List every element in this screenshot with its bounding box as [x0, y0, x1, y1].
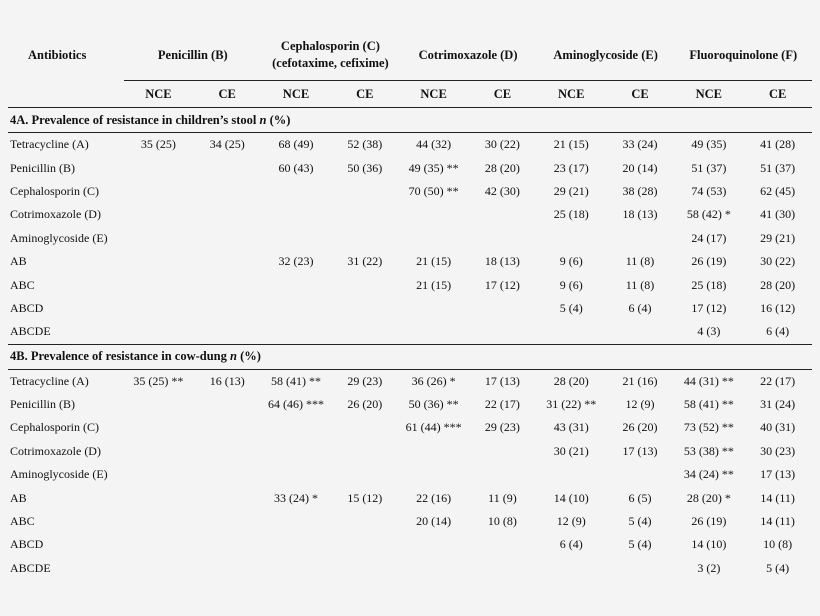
table-cell — [262, 203, 331, 226]
table-cell — [468, 297, 537, 320]
table-cell: 22 (17) — [484, 397, 520, 412]
table-cell: 30 (23) — [760, 443, 796, 458]
table-cell: 49 (35) ** — [408, 160, 459, 175]
table-cell: 42 (30) — [484, 183, 520, 198]
subheader-cell: NCE — [124, 81, 193, 108]
section-b-title-row — [8, 344, 812, 369]
table-cell — [193, 463, 262, 486]
table-cell: 18 (13) — [622, 207, 658, 222]
table-cell — [193, 203, 262, 226]
table-cell — [193, 297, 262, 320]
table-cell — [468, 203, 537, 226]
table-cell — [537, 320, 606, 344]
table-cell: 26 (20) — [622, 420, 658, 435]
table-cell: 38 (28) — [622, 183, 658, 198]
table-cell — [124, 203, 193, 226]
table-cell — [330, 180, 399, 203]
table-cell: 33 (24) * — [274, 490, 318, 505]
table-cell: 17 (13) — [484, 373, 520, 388]
table-cell — [330, 297, 399, 320]
table-cell: 30 (22) — [760, 254, 796, 269]
resistance-table — [8, 30, 812, 580]
table-cell: 26 (19) — [691, 254, 727, 269]
table-cell: 49 (35) — [691, 137, 727, 152]
table-cell — [262, 416, 331, 439]
table-cell — [124, 440, 193, 463]
table-cell — [124, 180, 193, 203]
table-cell: 61 (44) *** — [405, 420, 462, 435]
table-cell: 6 (5) — [628, 490, 652, 505]
table-cell: 11 (8) — [625, 277, 655, 292]
table-cell: 9 (6) — [559, 277, 583, 292]
group-header-fluoroquinolone: Fluoroquinolone (F) — [674, 30, 812, 81]
table-cell: 52 (38) — [347, 137, 383, 152]
table-row — [8, 273, 812, 296]
table-cell: 21 (15) — [553, 137, 589, 152]
table-cell: 70 (50) ** — [408, 183, 459, 198]
table-cell — [468, 463, 537, 486]
table-cell: 29 (23) — [484, 420, 520, 435]
table-cell: 34 (25) — [209, 137, 245, 152]
table-cell: 41 (28) — [760, 137, 796, 152]
table-cell — [330, 510, 399, 533]
table-row — [8, 369, 812, 393]
table-cell: 23 (17) — [553, 160, 589, 175]
table-cell: 21 (15) — [416, 254, 452, 269]
table-cell — [399, 533, 468, 556]
row-label: Penicillin (B) — [10, 397, 75, 412]
table-cell — [124, 486, 193, 509]
subheader-cell: CE — [468, 81, 537, 108]
table-cell: 74 (53) — [691, 183, 727, 198]
row-label: ABC — [10, 277, 35, 292]
table-cell — [262, 510, 331, 533]
subheader-cell: CE — [193, 81, 262, 108]
subheader-cell: NCE — [674, 81, 743, 108]
table-cell — [262, 440, 331, 463]
table-cell — [124, 250, 193, 273]
table-cell — [330, 463, 399, 486]
table-row — [8, 463, 812, 486]
table-cell: 29 (21) — [553, 183, 589, 198]
table-cell: 28 (20) — [484, 160, 520, 175]
table-cell — [399, 463, 468, 486]
table-cell — [262, 463, 331, 486]
table-cell: 60 (43) — [278, 160, 314, 175]
table-cell: 58 (41) ** — [683, 397, 734, 412]
table-cell: 31 (22) — [347, 254, 383, 269]
table-cell — [193, 273, 262, 296]
table-cell — [262, 557, 331, 580]
table-cell — [124, 227, 193, 250]
table-cell — [606, 320, 675, 344]
table-cell — [330, 557, 399, 580]
subheader-cell: NCE — [537, 81, 606, 108]
row-label: Cotrimoxazole (D) — [10, 443, 101, 458]
subheader-cell: NCE — [399, 81, 468, 108]
table-cell — [468, 440, 537, 463]
table-cell: 30 (22) — [484, 137, 520, 152]
table-cell — [193, 416, 262, 439]
table-cell — [124, 297, 193, 320]
table-cell — [330, 203, 399, 226]
table-row — [8, 440, 812, 463]
table-cell: 5 (4) — [628, 514, 652, 529]
table-cell — [124, 533, 193, 556]
table-cell: 41 (30) — [760, 207, 796, 222]
table-cell — [193, 156, 262, 179]
table-cell: 20 (14) — [622, 160, 658, 175]
table-cell — [468, 533, 537, 556]
row-label: ABCDE — [10, 324, 51, 339]
row-label: ABCD — [10, 537, 44, 552]
subheader-cell: CE — [330, 81, 399, 108]
subheader-cell: CE — [606, 81, 675, 108]
table-cell: 22 (16) — [416, 490, 452, 505]
table-cell: 29 (23) — [347, 373, 383, 388]
table-cell: 28 (20) — [553, 373, 589, 388]
row-label: Tetracycline (A) — [10, 137, 89, 152]
table-cell: 33 (24) — [622, 137, 658, 152]
table-cell: 28 (20) * — [686, 490, 731, 505]
table-cell: 50 (36) — [347, 160, 383, 175]
table-cell: 17 (12) — [484, 277, 520, 292]
subheader-row — [8, 81, 812, 108]
table-cell: 20 (14) — [416, 514, 452, 529]
table-cell: 18 (13) — [484, 254, 520, 269]
table-cell — [399, 227, 468, 250]
table-cell: 51 (37) — [691, 160, 727, 175]
table-cell: 28 (20) — [760, 277, 796, 292]
row-label: Cephalosporin (C) — [10, 420, 99, 435]
table-cell — [537, 557, 606, 580]
table-cell: 11 (8) — [625, 254, 655, 269]
table-cell — [606, 227, 675, 250]
table-cell — [262, 297, 331, 320]
table-cell: 31 (22) ** — [546, 397, 597, 412]
table-cell — [124, 320, 193, 344]
table-cell — [262, 533, 331, 556]
table-cell — [124, 557, 193, 580]
table-cell — [468, 320, 537, 344]
group-header-penicillin: Penicillin (B) — [124, 30, 262, 81]
table-cell: 5 (4) — [766, 560, 790, 575]
table-cell — [262, 320, 331, 344]
table-cell — [193, 180, 262, 203]
table-cell: 31 (24) — [760, 397, 796, 412]
row-label: Penicillin (B) — [10, 160, 75, 175]
n-symbol: n — [259, 112, 267, 127]
table-cell: 50 (36) ** — [408, 397, 459, 412]
group-header-row — [8, 30, 812, 81]
table-cell: 5 (4) — [628, 537, 652, 552]
table-cell: 14 (11) — [760, 490, 795, 505]
table-cell: 12 (9) — [556, 514, 586, 529]
section-a-body — [8, 108, 812, 345]
table-cell — [537, 463, 606, 486]
table-cell — [399, 203, 468, 226]
table-cell: 17 (13) — [622, 443, 658, 458]
table-cell — [330, 416, 399, 439]
table-cell: 44 (31) ** — [683, 373, 734, 388]
row-label: Aminoglycoside (E) — [10, 467, 108, 482]
table-cell — [193, 250, 262, 273]
table-cell: 14 (10) — [553, 490, 589, 505]
table-cell: 14 (10) — [691, 537, 727, 552]
group-header-cephalosporin: Cephalosporin (C) (cefotaxime, cefixime) — [262, 30, 400, 81]
section-b-title: 4B. Prevalence of resistance in cow-dung n (%) — [8, 344, 812, 369]
table-cell — [124, 393, 193, 416]
row-label: AB — [10, 490, 27, 505]
table-cell — [330, 533, 399, 556]
row-label: Tetracycline (A) — [10, 373, 89, 388]
group-header-cotrimoxazole: Cotrimoxazole (D) — [399, 30, 537, 81]
row-label: Cephalosporin (C) — [10, 183, 99, 198]
section-b-body — [8, 344, 812, 580]
table-cell: 22 (17) — [760, 373, 796, 388]
table-row — [8, 486, 812, 509]
table-cell: 17 (13) — [760, 467, 796, 482]
row-label: ABC — [10, 514, 35, 529]
table-cell: 6 (4) — [766, 324, 790, 339]
table-cell: 44 (32) — [416, 137, 452, 152]
table-cell: 68 (49) — [278, 137, 314, 152]
table-cell: 6 (4) — [559, 537, 583, 552]
table-cell: 14 (11) — [760, 514, 795, 529]
table-cell: 21 (16) — [622, 373, 658, 388]
table-cell: 5 (4) — [559, 300, 583, 315]
table-cell — [262, 273, 331, 296]
table-cell — [193, 320, 262, 344]
row-label: Cotrimoxazole (D) — [10, 207, 101, 222]
table-cell: 62 (45) — [760, 183, 796, 198]
subheader-blank — [8, 81, 124, 108]
table-cell — [399, 297, 468, 320]
table-cell: 16 (13) — [209, 373, 245, 388]
table-row — [8, 133, 812, 157]
table-cell: 15 (12) — [347, 490, 383, 505]
row-label: ABCD — [10, 300, 44, 315]
table-cell: 51 (37) — [760, 160, 796, 175]
section-a-title: 4A. Prevalence of resistance in children’s stool n (%) — [8, 108, 812, 133]
row-label: Aminoglycoside (E) — [10, 230, 108, 245]
table-cell — [262, 227, 331, 250]
table-cell: 73 (52) ** — [683, 420, 734, 435]
table-cell: 9 (6) — [559, 254, 583, 269]
table-cell — [193, 227, 262, 250]
table-cell — [468, 227, 537, 250]
table-row — [8, 557, 812, 580]
table-cell: 21 (15) — [416, 277, 452, 292]
table-cell: 16 (12) — [760, 300, 796, 315]
table-cell: 25 (18) — [691, 277, 727, 292]
table-cell — [124, 273, 193, 296]
table-cell — [606, 463, 675, 486]
table-cell — [330, 227, 399, 250]
table-cell — [124, 463, 193, 486]
table-row — [8, 320, 812, 344]
table-row — [8, 250, 812, 273]
table-cell: 58 (41) ** — [271, 373, 321, 388]
table-cell: 26 (19) — [691, 514, 727, 529]
table-cell: 43 (31) — [553, 420, 589, 435]
table-cell: 32 (23) — [278, 254, 314, 269]
table-row — [8, 203, 812, 226]
table-cell: 10 (8) — [763, 537, 793, 552]
subheader-cell: NCE — [262, 81, 331, 108]
table-cell — [606, 557, 675, 580]
table-cell — [262, 180, 331, 203]
row-label: AB — [10, 254, 27, 269]
table-cell — [330, 440, 399, 463]
antibiotics-header: Antibiotics — [28, 47, 87, 62]
group-header-aminoglycoside: Aminoglycoside (E) — [537, 30, 675, 81]
table-cell: 12 (9) — [625, 397, 655, 412]
table-cell: 17 (12) — [691, 300, 727, 315]
table-cell — [193, 557, 262, 580]
table-cell: 29 (21) — [760, 230, 796, 245]
table-cell: 6 (4) — [628, 300, 652, 315]
table-row — [8, 180, 812, 203]
table-row — [8, 297, 812, 320]
table-cell — [193, 393, 262, 416]
table-cell — [193, 533, 262, 556]
table-cell: 36 (26) * — [411, 373, 456, 388]
table-cell — [399, 557, 468, 580]
table-row — [8, 393, 812, 416]
table-cell — [193, 440, 262, 463]
n-symbol: n — [230, 349, 237, 364]
table-cell: 58 (42) * — [686, 207, 731, 222]
table-cell: 53 (38) ** — [683, 443, 734, 458]
table-cell — [124, 510, 193, 533]
table-cell: 64 (46) *** — [268, 397, 324, 412]
table-cell: 24 (17) — [691, 230, 727, 245]
table-cell — [124, 416, 193, 439]
table-cell — [193, 486, 262, 509]
table-cell: 35 (25) — [140, 137, 176, 152]
table-cell: 10 (8) — [487, 514, 517, 529]
table-cell: 4 (3) — [697, 324, 721, 339]
table-cell: 40 (31) — [760, 420, 796, 435]
table-cell — [193, 510, 262, 533]
section-a-title-row — [8, 108, 812, 133]
table-cell — [399, 440, 468, 463]
table-cell: 26 (20) — [347, 397, 383, 412]
table-row — [8, 227, 812, 250]
table-cell — [330, 273, 399, 296]
table-row — [8, 416, 812, 439]
table-cell — [124, 156, 193, 179]
table-row — [8, 156, 812, 179]
subheader-cell: CE — [743, 81, 812, 108]
table-cell: 30 (21) — [553, 443, 589, 458]
table-cell: 3 (2) — [697, 560, 721, 575]
table-cell — [399, 320, 468, 344]
table-cell: 34 (24) ** — [683, 467, 734, 482]
table-cell: 35 (25) ** — [133, 373, 184, 388]
table-cell: 25 (18) — [553, 207, 589, 222]
table-cell — [468, 557, 537, 580]
table-cell — [537, 227, 606, 250]
table-cell: 11 (9) — [488, 490, 517, 505]
table-row — [8, 510, 812, 533]
table-cell — [330, 320, 399, 344]
row-label: ABCDE — [10, 560, 51, 575]
table-row — [8, 533, 812, 556]
